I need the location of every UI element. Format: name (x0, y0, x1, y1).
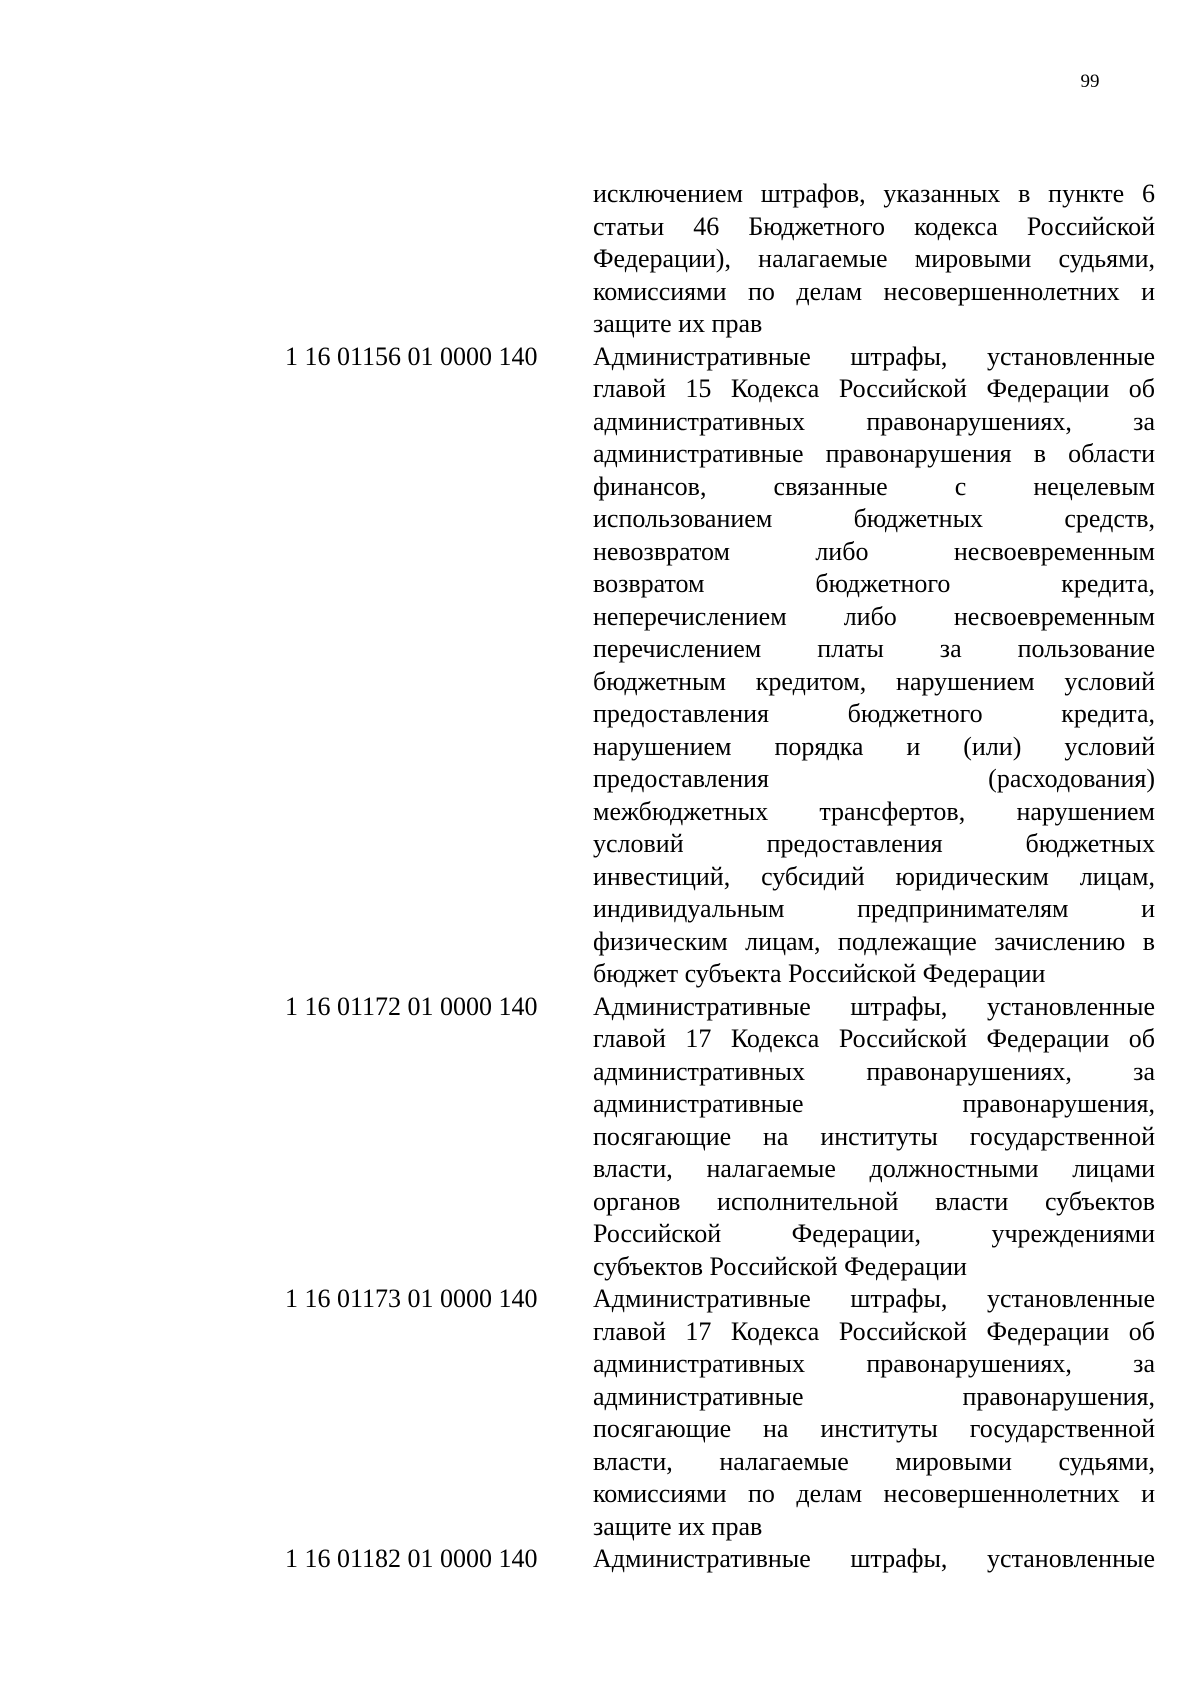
description-line: невозвратом либо несвоевременным (593, 536, 1155, 566)
description-line: посягающие на институты государственной (593, 1414, 1155, 1443)
description-line: Административные штрафы, установленные (593, 1284, 1155, 1313)
description-line: бюджет субъекта Российской Федерации (593, 959, 1046, 988)
document-table (285, 178, 1155, 1576)
description-line: защите их прав (593, 309, 763, 338)
description-line: главой 17 Кодекса Российской Федерации об (593, 1316, 1155, 1346)
description-line: Федерации), налагаемые мировыми судьями, (593, 244, 1155, 273)
description-line: условий предоставления бюджетных (593, 829, 1155, 858)
budget-code: 1 16 01173 01 0000 140 (285, 1284, 538, 1313)
description-line: нарушением порядка и (или) условий (593, 731, 1155, 761)
revenue-description (593, 991, 1155, 1284)
description-line: статьи 46 Бюджетного кодекса Российской (593, 211, 1155, 241)
description-line: административные правонарушения, (593, 1089, 1155, 1118)
description-line: перечислением платы за пользование (593, 634, 1155, 663)
page-number: 99 (1080, 71, 1100, 92)
description-line: межбюджетных трансфертов, нарушением (593, 796, 1155, 826)
revenue-description (593, 1543, 1155, 1576)
description-line: предоставления бюджетного кредита, (593, 699, 1155, 728)
description-line: предоставления (расходования) (593, 764, 1155, 793)
revenue-description (593, 341, 1155, 991)
revenue-description (593, 178, 1155, 341)
table-row (285, 1283, 1155, 1543)
description-line: Российской Федерации, учреждениями (593, 1219, 1155, 1248)
description-line: неперечислением либо несвоевременным (593, 601, 1155, 631)
description-line: бюджетным кредитом, нарушением условий (593, 666, 1155, 696)
description-line: административных правонарушениях, за (593, 1056, 1155, 1086)
description-line: комиссиями по делам несовершеннолетних и (593, 1479, 1155, 1508)
description-line: комиссиями по делам несовершеннолетних и (593, 276, 1155, 306)
description-line: возвратом бюджетного кредита, (593, 569, 1155, 598)
description-line: использованием бюджетных средств, (593, 504, 1155, 533)
description-line: исключением штрафов, указанных в пункте 6 (593, 179, 1155, 208)
budget-code: 1 16 01172 01 0000 140 (285, 991, 538, 1021)
revenue-description (593, 1283, 1155, 1543)
description-line: административных правонарушениях, за (593, 406, 1155, 436)
description-line: Административные штрафы, установленные (593, 1544, 1155, 1573)
budget-code: 1 16 01156 01 0000 140 (285, 341, 538, 371)
description-line: субъектов Российской Федерации (593, 1251, 967, 1281)
description-line: главой 17 Кодекса Российской Федерации об (593, 1024, 1155, 1053)
description-line: административные правонарушения, (593, 1381, 1155, 1411)
description-line: защите их прав (593, 1511, 763, 1541)
description-line: органов исполнительной власти субъектов (593, 1186, 1155, 1216)
description-line: инвестиций, субсидий юридическим лицам, (593, 861, 1155, 891)
description-line: административные правонарушения в области (593, 439, 1155, 468)
description-line: Административные штрафы, установленные (593, 341, 1155, 371)
description-line: власти, налагаемые мировыми судьями, (593, 1446, 1155, 1476)
description-line: главой 15 Кодекса Российской Федерации об (593, 374, 1155, 403)
description-line: административных правонарушениях, за (593, 1349, 1155, 1378)
budget-code: 1 16 01182 01 0000 140 (285, 1544, 538, 1573)
description-line: индивидуальным предпринимателям и (593, 894, 1155, 923)
description-line: финансов, связанные с нецелевым (593, 471, 1155, 501)
description-line: посягающие на институты государственной (593, 1121, 1155, 1151)
table-row (285, 178, 1155, 341)
table-row (285, 991, 1155, 1284)
description-line: физическим лицам, подлежащие зачислению в (593, 926, 1155, 956)
table-row (285, 341, 1155, 991)
table-row (285, 1543, 1155, 1576)
description-line: власти, налагаемые должностными лицами (593, 1154, 1155, 1183)
description-line: Административные штрафы, установленные (593, 991, 1155, 1021)
